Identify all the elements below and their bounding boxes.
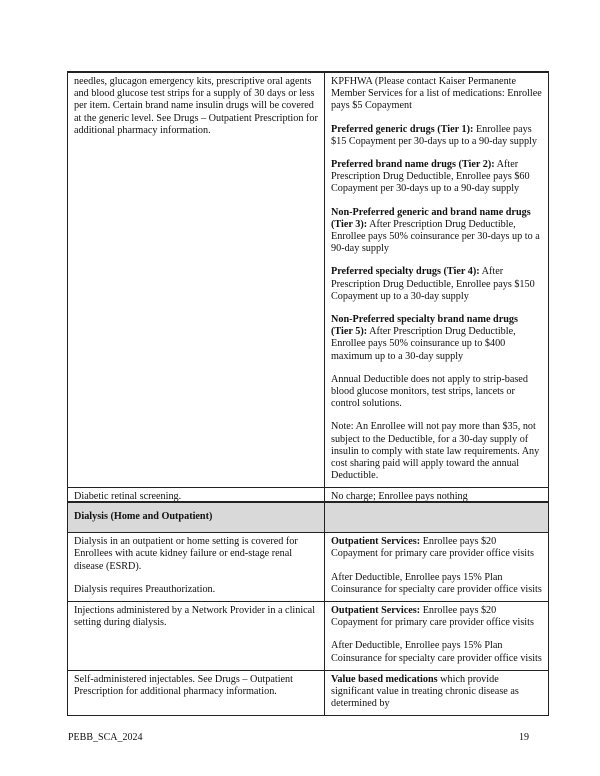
specialty-coinsurance: After Deductible, Enrollee pays 15% Plan Coinsurance for specialty care provider office visits [331,571,542,595]
dialysis-benefits-table [67,501,549,716]
outpatient-services-info [331,605,542,629]
tier3-info [331,207,542,256]
outpatient-label: Outpatient Services: [331,605,421,617]
table-row [68,602,549,671]
benefit-description: Injections administered by a Network Provider in a clinical setting during dialysis. [74,605,316,629]
outpatient-services-info [331,536,542,560]
outpatient-label: Outpatient Services: [331,536,421,548]
insulin-note: Note: An Enrollee will not pay more than $35, not subject to the Deductible, for a 30-day supply of insulin to comply with state law requirements. Any cost sharing paid will apply toward the annual Deductible. [331,421,540,482]
value-based-info [331,674,542,711]
tier2-text: After Prescription Drug Deductible, Enrollee pays $60 Copayment per 30-days up to a 90-day supply [331,159,530,195]
benefit-description: Diabetic retinal screening. [74,491,182,503]
tier5-info [331,314,542,363]
table-row [68,72,549,488]
tier3-text: After Prescription Drug Deductible, Enrollee pays 50% coinsurance per 30-days up to a 90-day supply [331,218,540,255]
footer-doc-id: PEBB_SCA_2024 [68,732,143,743]
value-based-text: which provide significant value in treating chronic disease as determined by [331,673,519,710]
specialty-coinsurance: After Deductible, Enrollee pays 15% Plan Coinsurance for specialty care provider office visits [331,640,542,664]
tier5-text: After Prescription Drug Deductible, Enrollee pays 50% coinsurance up to $400 maximum up to a 30-day supply [331,326,516,362]
prescription-benefits-table [67,71,549,510]
benefit-description: Self-administered injectables. See Drugs – Outpatient Prescription for additional pharmacy information. [74,673,293,698]
tier4-label: Preferred specialty drugs (Tier 4): [331,266,480,278]
section-header: Dialysis (Home and Outpatient) [68,502,325,533]
benefit-description-cell [68,670,325,716]
deductible-note: Annual Deductible does not apply to strip-based blood glucose monitors, test strips, lancets or control solutions. [331,373,528,410]
benefit-description-cell [68,533,325,602]
tier1-text: Enrollee pays $15 Copayment per 30-days up to a 90-day supply [331,123,537,147]
cost-sharing-cell [325,670,549,716]
cost-sharing-cell [325,72,549,488]
value-based-label: Value based medications [331,673,438,685]
tier5-label: Non-Preferred specialty brand name drugs (Tier 5): [331,314,518,338]
tier1-label: Preferred generic drugs (Tier 1): [331,123,474,135]
cost-sharing-cell [325,602,549,671]
preauthorization-note: Dialysis requires Preauthorization. [74,583,216,595]
kpfhwa-note: KPFHWA (Please contact Kaiser Permanente Member Services for a list of medications: Enrollee pays $5 Copayment [331,76,542,112]
page-number: 19 [519,732,529,743]
outpatient-text: Enrollee pays $20 Copayment for primary care provider office visits [331,536,534,560]
benefit-description: needles, glucagon emergency kits, prescriptive oral agents and blood glucose test strips for a supply of 30 days or less per item. Certain brand name insulin drugs will be covered at the generic level. See Drugs – Outpatient Prescription for additional pharmacy information. [74,76,318,136]
outpatient-text: Enrollee pays $20 Copayment for primary care provider office visits [331,605,534,629]
tier3-label: Non-Preferred generic and brand name drugs (Tier 3): [331,206,531,230]
benefit-description-cell [68,72,325,488]
tier2-label: Preferred brand name drugs (Tier 2): [331,159,495,171]
table-row [68,533,549,602]
section-header-row [68,502,549,533]
tier1-info [331,124,542,148]
table-row [68,670,549,716]
benefit-description: Dialysis in an outpatient or home setting is covered for Enrollees with acute kidney failure or end-stage renal disease (ESRD). [74,536,298,572]
cost-sharing-text: No charge; Enrollee pays nothing [331,491,468,503]
tier2-info [331,159,542,196]
tier4-text: After Prescription Drug Deductible, Enrollee pays $150 Copayment up to a 30-day supply [331,266,535,302]
tier4-info [331,266,542,303]
cost-sharing-cell [325,533,549,602]
section-header-empty [325,502,549,533]
benefit-description-cell [68,602,325,671]
